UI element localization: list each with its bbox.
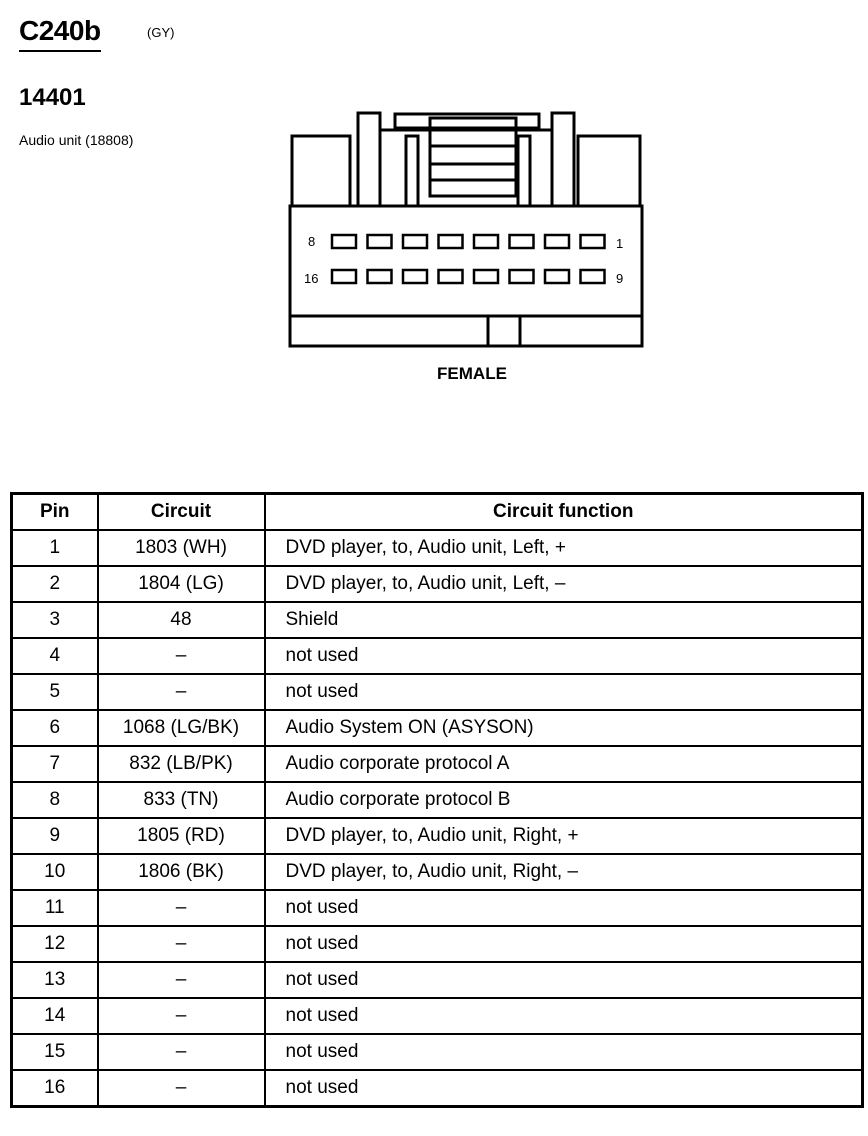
pin-cell: 9 [12,818,98,854]
circuit-cell: 1068 (LG/BK) [98,710,265,746]
connector-right-tower [578,136,640,206]
pin-cavity-13 [439,270,463,283]
header-pin: Pin [12,494,98,531]
table-row [12,890,863,926]
circuit-function-cell: not used [265,1070,863,1107]
component-description: Audio unit (18808) [19,132,134,148]
circuit-function-cell: Shield [265,602,863,638]
pin-label-1: 1 [616,236,624,251]
table-row [12,818,863,854]
pin-cell: 6 [12,710,98,746]
pin-cell: 13 [12,962,98,998]
circuit-function-cell: not used [265,998,863,1034]
circuit-cell: – [98,962,265,998]
pin-cavity-5 [439,235,463,248]
circuit-function-cell: DVD player, to, Audio unit, Left, + [265,530,863,566]
circuit-function-cell: not used [265,962,863,998]
pin-label-9: 9 [616,271,624,286]
pin-cavity-14 [403,270,427,283]
circuit-function-cell: Audio corporate protocol B [265,782,863,818]
connector-left-tab [406,136,418,206]
pin-cell: 12 [12,926,98,962]
pin-cavity-4 [474,235,498,248]
pin-cavity-9 [581,270,605,283]
table-row [12,1034,863,1070]
pin-label-8: 8 [308,234,316,249]
pin-label-16: 16 [304,271,319,286]
table-row [12,530,863,566]
pin-cell: 16 [12,1070,98,1107]
pin-cell: 3 [12,602,98,638]
pin-cavity-11 [510,270,534,283]
connector-right-tab [518,136,530,206]
connector-left-tower [292,136,350,206]
circuit-function-cell: DVD player, to, Audio unit, Left, – [265,566,863,602]
table-row [12,782,863,818]
circuit-cell: – [98,890,265,926]
circuit-function-cell: Audio System ON (ASYSON) [265,710,863,746]
pin-cell: 2 [12,566,98,602]
circuit-function-cell: DVD player, to, Audio unit, Right, – [265,854,863,890]
pin-cavity-1 [581,235,605,248]
table-row [12,962,863,998]
circuit-cell: – [98,674,265,710]
circuit-cell: – [98,638,265,674]
table-row [12,746,863,782]
table-row [12,926,863,962]
circuit-cell: 833 (TN) [98,782,265,818]
pin-cell: 7 [12,746,98,782]
pin-cell: 11 [12,890,98,926]
circuit-function-cell: not used [265,926,863,962]
circuit-function-cell: not used [265,674,863,710]
pin-cavity-7 [368,235,392,248]
pin-cell: 15 [12,1034,98,1070]
circuit-cell: 1804 (LG) [98,566,265,602]
circuit-cell: 48 [98,602,265,638]
table-row [12,602,863,638]
header-circuit: Circuit [98,494,265,531]
pin-cell: 14 [12,998,98,1034]
pin-cavity-3 [510,235,534,248]
circuit-cell: – [98,998,265,1034]
pin-cell: 10 [12,854,98,890]
circuit-cell: – [98,926,265,962]
table-row [12,998,863,1034]
circuit-function-cell: DVD player, to, Audio unit, Right, + [265,818,863,854]
table-row [12,674,863,710]
pin-cavity-15 [368,270,392,283]
table-row [12,638,863,674]
header-circuit-function: Circuit function [265,494,863,531]
table-row [12,1070,863,1107]
pin-cavity-12 [474,270,498,283]
connector-face-diagram [280,108,660,358]
circuit-function-cell: not used [265,890,863,926]
circuit-cell: – [98,1034,265,1070]
connector-inner-post-left [358,113,380,206]
circuit-cell: 832 (LB/PK) [98,746,265,782]
pin-cavity-6 [403,235,427,248]
circuit-function-cell: not used [265,1034,863,1070]
pin-cell: 5 [12,674,98,710]
table-row [12,710,863,746]
connector-inner-post-right [552,113,574,206]
table-row [12,566,863,602]
connector-color-code: (GY) [147,25,175,40]
circuit-cell: 1803 (WH) [98,530,265,566]
pinout-header-row [12,494,863,531]
part-number: 14401 [19,84,86,111]
pin-cell: 8 [12,782,98,818]
pinout-table [10,492,864,1108]
circuit-function-cell: Audio corporate protocol A [265,746,863,782]
circuit-cell: 1806 (BK) [98,854,265,890]
connector-key-slot [488,316,520,346]
circuit-cell: – [98,1070,265,1107]
pin-cavity-16 [332,270,356,283]
table-row [12,854,863,890]
circuit-cell: 1805 (RD) [98,818,265,854]
connector-id: C240b [19,14,101,52]
pin-cavity-8 [332,235,356,248]
circuit-function-cell: not used [265,638,863,674]
pin-cavity-10 [545,270,569,283]
connector-gender-label: FEMALE [437,364,507,383]
pin-cavity-2 [545,235,569,248]
pin-cell: 4 [12,638,98,674]
pin-cell: 1 [12,530,98,566]
